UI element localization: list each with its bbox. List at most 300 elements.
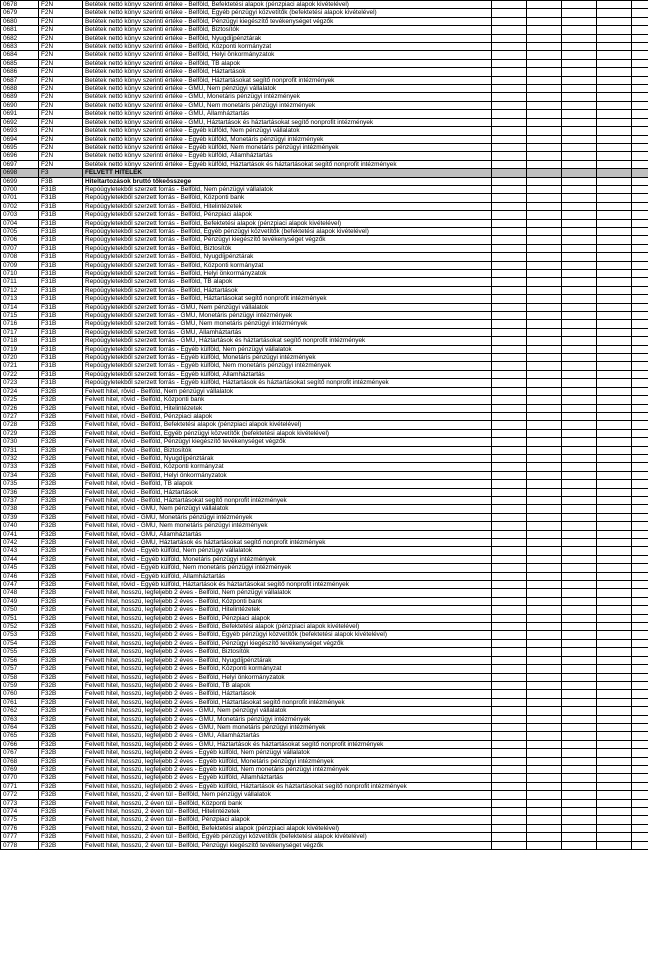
value-cell[interactable] <box>492 446 527 454</box>
value-cell[interactable] <box>492 286 527 294</box>
value-cell[interactable] <box>562 76 597 84</box>
value-cell[interactable] <box>562 749 597 757</box>
value-cell[interactable] <box>527 110 562 118</box>
value-cell[interactable] <box>492 429 527 437</box>
value-cell[interactable] <box>527 648 562 656</box>
value-cell[interactable] <box>597 547 632 555</box>
value-cell[interactable] <box>562 127 597 135</box>
value-cell[interactable] <box>597 698 632 706</box>
value-cell[interactable] <box>632 841 648 849</box>
value-cell[interactable] <box>562 345 597 353</box>
value-cell[interactable] <box>562 757 597 765</box>
value-cell[interactable] <box>562 496 597 504</box>
value-cell[interactable] <box>492 505 527 513</box>
value-cell[interactable] <box>562 244 597 252</box>
value-cell[interactable] <box>527 127 562 135</box>
value-cell[interactable] <box>562 581 597 589</box>
value-cell[interactable] <box>562 471 597 479</box>
value-cell[interactable] <box>527 404 562 412</box>
value-cell[interactable] <box>597 295 632 303</box>
value-cell[interactable] <box>527 370 562 378</box>
value-cell[interactable] <box>632 732 648 740</box>
value-cell[interactable] <box>632 774 648 782</box>
value-cell[interactable] <box>492 606 527 614</box>
value-cell[interactable] <box>562 295 597 303</box>
value-cell[interactable] <box>562 328 597 336</box>
value-cell[interactable] <box>597 68 632 76</box>
value-cell[interactable] <box>632 496 648 504</box>
value-cell[interactable] <box>492 227 527 235</box>
value-cell[interactable] <box>632 421 648 429</box>
value-cell[interactable] <box>632 488 648 496</box>
value-cell[interactable] <box>492 379 527 387</box>
value-cell[interactable] <box>632 261 648 269</box>
value-cell[interactable] <box>562 303 597 311</box>
value-cell[interactable] <box>527 732 562 740</box>
value-cell[interactable] <box>527 286 562 294</box>
value-cell[interactable] <box>527 480 562 488</box>
value-cell[interactable] <box>562 26 597 34</box>
value-cell[interactable] <box>492 85 527 93</box>
value-cell[interactable] <box>492 169 527 177</box>
value-cell[interactable] <box>492 673 527 681</box>
value-cell[interactable] <box>492 539 527 547</box>
value-cell[interactable] <box>492 639 527 647</box>
value-cell[interactable] <box>632 93 648 101</box>
value-cell[interactable] <box>527 446 562 454</box>
value-cell[interactable] <box>492 833 527 841</box>
value-cell[interactable] <box>492 454 527 462</box>
value-cell[interactable] <box>492 9 527 17</box>
value-cell[interactable] <box>492 261 527 269</box>
value-cell[interactable] <box>527 68 562 76</box>
value-cell[interactable] <box>632 345 648 353</box>
value-cell[interactable] <box>597 631 632 639</box>
value-cell[interactable] <box>527 185 562 193</box>
value-cell[interactable] <box>562 261 597 269</box>
value-cell[interactable] <box>562 236 597 244</box>
value-cell[interactable] <box>527 530 562 538</box>
value-cell[interactable] <box>597 278 632 286</box>
value-cell[interactable] <box>492 816 527 824</box>
value-cell[interactable] <box>562 446 597 454</box>
value-cell[interactable] <box>562 59 597 67</box>
value-cell[interactable] <box>527 219 562 227</box>
value-cell[interactable] <box>527 312 562 320</box>
value-cell[interactable] <box>597 539 632 547</box>
value-cell[interactable] <box>597 606 632 614</box>
value-cell[interactable] <box>597 833 632 841</box>
value-cell[interactable] <box>632 749 648 757</box>
value-cell[interactable] <box>632 177 648 185</box>
value-cell[interactable] <box>632 564 648 572</box>
value-cell[interactable] <box>492 496 527 504</box>
value-cell[interactable] <box>597 345 632 353</box>
value-cell[interactable] <box>527 841 562 849</box>
value-cell[interactable] <box>527 749 562 757</box>
value-cell[interactable] <box>632 522 648 530</box>
value-cell[interactable] <box>562 43 597 51</box>
value-cell[interactable] <box>597 505 632 513</box>
value-cell[interactable] <box>492 59 527 67</box>
value-cell[interactable] <box>597 51 632 59</box>
value-cell[interactable] <box>597 127 632 135</box>
value-cell[interactable] <box>492 765 527 773</box>
value-cell[interactable] <box>492 211 527 219</box>
value-cell[interactable] <box>492 522 527 530</box>
value-cell[interactable] <box>562 505 597 513</box>
value-cell[interactable] <box>492 438 527 446</box>
value-cell[interactable] <box>597 749 632 757</box>
value-cell[interactable] <box>562 673 597 681</box>
value-cell[interactable] <box>632 765 648 773</box>
value-cell[interactable] <box>632 354 648 362</box>
value-cell[interactable] <box>597 522 632 530</box>
value-cell[interactable] <box>597 135 632 143</box>
value-cell[interactable] <box>492 513 527 521</box>
value-cell[interactable] <box>632 690 648 698</box>
value-cell[interactable] <box>597 34 632 42</box>
value-cell[interactable] <box>632 757 648 765</box>
value-cell[interactable] <box>632 396 648 404</box>
value-cell[interactable] <box>527 9 562 17</box>
value-cell[interactable] <box>597 17 632 25</box>
value-cell[interactable] <box>492 43 527 51</box>
value-cell[interactable] <box>632 127 648 135</box>
value-cell[interactable] <box>597 421 632 429</box>
value-cell[interactable] <box>562 270 597 278</box>
value-cell[interactable] <box>527 463 562 471</box>
value-cell[interactable] <box>527 581 562 589</box>
value-cell[interactable] <box>597 59 632 67</box>
value-cell[interactable] <box>597 93 632 101</box>
value-cell[interactable] <box>492 143 527 151</box>
value-cell[interactable] <box>527 253 562 261</box>
value-cell[interactable] <box>597 488 632 496</box>
value-cell[interactable] <box>632 480 648 488</box>
value-cell[interactable] <box>492 202 527 210</box>
value-cell[interactable] <box>527 270 562 278</box>
value-cell[interactable] <box>632 85 648 93</box>
value-cell[interactable] <box>527 261 562 269</box>
value-cell[interactable] <box>527 396 562 404</box>
value-cell[interactable] <box>632 59 648 67</box>
value-cell[interactable] <box>597 244 632 252</box>
value-cell[interactable] <box>492 219 527 227</box>
value-cell[interactable] <box>492 244 527 252</box>
value-cell[interactable] <box>632 101 648 109</box>
value-cell[interactable] <box>632 429 648 437</box>
value-cell[interactable] <box>492 774 527 782</box>
value-cell[interactable] <box>632 707 648 715</box>
value-cell[interactable] <box>632 833 648 841</box>
value-cell[interactable] <box>527 295 562 303</box>
value-cell[interactable] <box>597 454 632 462</box>
value-cell[interactable] <box>632 639 648 647</box>
value-cell[interactable] <box>527 824 562 832</box>
value-cell[interactable] <box>492 757 527 765</box>
value-cell[interactable] <box>597 312 632 320</box>
value-cell[interactable] <box>632 244 648 252</box>
value-cell[interactable] <box>527 194 562 202</box>
value-cell[interactable] <box>527 774 562 782</box>
value-cell[interactable] <box>597 740 632 748</box>
value-cell[interactable] <box>492 412 527 420</box>
value-cell[interactable] <box>527 429 562 437</box>
value-cell[interactable] <box>527 59 562 67</box>
value-cell[interactable] <box>632 110 648 118</box>
value-cell[interactable] <box>632 715 648 723</box>
value-cell[interactable] <box>562 135 597 143</box>
value-cell[interactable] <box>492 278 527 286</box>
value-cell[interactable] <box>527 740 562 748</box>
value-cell[interactable] <box>562 51 597 59</box>
value-cell[interactable] <box>527 244 562 252</box>
value-cell[interactable] <box>562 656 597 664</box>
value-cell[interactable] <box>597 261 632 269</box>
value-cell[interactable] <box>562 253 597 261</box>
value-cell[interactable] <box>527 118 562 126</box>
value-cell[interactable] <box>632 471 648 479</box>
value-cell[interactable] <box>527 723 562 731</box>
value-cell[interactable] <box>562 639 597 647</box>
value-cell[interactable] <box>527 757 562 765</box>
value-cell[interactable] <box>632 530 648 538</box>
value-cell[interactable] <box>527 606 562 614</box>
value-cell[interactable] <box>562 93 597 101</box>
value-cell[interactable] <box>632 270 648 278</box>
value-cell[interactable] <box>562 824 597 832</box>
value-cell[interactable] <box>492 345 527 353</box>
value-cell[interactable] <box>632 505 648 513</box>
value-cell[interactable] <box>562 799 597 807</box>
value-cell[interactable] <box>492 101 527 109</box>
value-cell[interactable] <box>562 202 597 210</box>
value-cell[interactable] <box>492 354 527 362</box>
value-cell[interactable] <box>562 211 597 219</box>
value-cell[interactable] <box>597 799 632 807</box>
value-cell[interactable] <box>527 496 562 504</box>
value-cell[interactable] <box>597 396 632 404</box>
value-cell[interactable] <box>562 320 597 328</box>
value-cell[interactable] <box>492 471 527 479</box>
value-cell[interactable] <box>527 85 562 93</box>
value-cell[interactable] <box>632 799 648 807</box>
value-cell[interactable] <box>597 715 632 723</box>
value-cell[interactable] <box>597 438 632 446</box>
value-cell[interactable] <box>632 412 648 420</box>
value-cell[interactable] <box>492 396 527 404</box>
value-cell[interactable] <box>562 85 597 93</box>
value-cell[interactable] <box>562 68 597 76</box>
value-cell[interactable] <box>527 639 562 647</box>
value-cell[interactable] <box>562 227 597 235</box>
value-cell[interactable] <box>562 438 597 446</box>
value-cell[interactable] <box>632 328 648 336</box>
value-cell[interactable] <box>597 765 632 773</box>
value-cell[interactable] <box>632 43 648 51</box>
value-cell[interactable] <box>597 101 632 109</box>
value-cell[interactable] <box>597 219 632 227</box>
value-cell[interactable] <box>492 547 527 555</box>
value-cell[interactable] <box>492 690 527 698</box>
value-cell[interactable] <box>492 26 527 34</box>
value-cell[interactable] <box>527 564 562 572</box>
value-cell[interactable] <box>597 270 632 278</box>
value-cell[interactable] <box>632 135 648 143</box>
value-cell[interactable] <box>597 690 632 698</box>
value-cell[interactable] <box>632 723 648 731</box>
value-cell[interactable] <box>597 665 632 673</box>
value-cell[interactable] <box>527 143 562 151</box>
value-cell[interactable] <box>597 707 632 715</box>
value-cell[interactable] <box>527 539 562 547</box>
value-cell[interactable] <box>527 623 562 631</box>
value-cell[interactable] <box>527 412 562 420</box>
value-cell[interactable] <box>492 152 527 160</box>
value-cell[interactable] <box>597 791 632 799</box>
value-cell[interactable] <box>632 656 648 664</box>
value-cell[interactable] <box>632 76 648 84</box>
value-cell[interactable] <box>527 572 562 580</box>
value-cell[interactable] <box>527 169 562 177</box>
value-cell[interactable] <box>527 471 562 479</box>
value-cell[interactable] <box>527 379 562 387</box>
value-cell[interactable] <box>632 581 648 589</box>
value-cell[interactable] <box>492 480 527 488</box>
value-cell[interactable] <box>597 581 632 589</box>
value-cell[interactable] <box>597 841 632 849</box>
value-cell[interactable] <box>562 194 597 202</box>
value-cell[interactable] <box>597 530 632 538</box>
value-cell[interactable] <box>632 9 648 17</box>
value-cell[interactable] <box>632 118 648 126</box>
value-cell[interactable] <box>597 681 632 689</box>
value-cell[interactable] <box>527 320 562 328</box>
value-cell[interactable] <box>492 127 527 135</box>
value-cell[interactable] <box>492 362 527 370</box>
value-cell[interactable] <box>527 614 562 622</box>
value-cell[interactable] <box>597 648 632 656</box>
value-cell[interactable] <box>562 589 597 597</box>
value-cell[interactable] <box>492 791 527 799</box>
value-cell[interactable] <box>492 732 527 740</box>
value-cell[interactable] <box>632 202 648 210</box>
value-cell[interactable] <box>562 152 597 160</box>
value-cell[interactable] <box>492 295 527 303</box>
value-cell[interactable] <box>632 312 648 320</box>
value-cell[interactable] <box>562 522 597 530</box>
value-cell[interactable] <box>632 808 648 816</box>
value-cell[interactable] <box>527 631 562 639</box>
value-cell[interactable] <box>562 143 597 151</box>
value-cell[interactable] <box>562 547 597 555</box>
value-cell[interactable] <box>492 312 527 320</box>
value-cell[interactable] <box>492 715 527 723</box>
value-cell[interactable] <box>527 555 562 563</box>
value-cell[interactable] <box>527 816 562 824</box>
value-cell[interactable] <box>527 337 562 345</box>
value-cell[interactable] <box>597 362 632 370</box>
value-cell[interactable] <box>632 673 648 681</box>
value-cell[interactable] <box>562 555 597 563</box>
value-cell[interactable] <box>597 673 632 681</box>
value-cell[interactable] <box>632 253 648 261</box>
value-cell[interactable] <box>597 85 632 93</box>
value-cell[interactable] <box>527 303 562 311</box>
value-cell[interactable] <box>632 547 648 555</box>
value-cell[interactable] <box>632 404 648 412</box>
value-cell[interactable] <box>632 379 648 387</box>
value-cell[interactable] <box>562 488 597 496</box>
value-cell[interactable] <box>492 799 527 807</box>
value-cell[interactable] <box>632 152 648 160</box>
value-cell[interactable] <box>492 614 527 622</box>
value-cell[interactable] <box>492 681 527 689</box>
value-cell[interactable] <box>562 665 597 673</box>
value-cell[interactable] <box>632 681 648 689</box>
value-cell[interactable] <box>527 656 562 664</box>
value-cell[interactable] <box>492 581 527 589</box>
value-cell[interactable] <box>597 43 632 51</box>
value-cell[interactable] <box>527 101 562 109</box>
value-cell[interactable] <box>632 286 648 294</box>
value-cell[interactable] <box>597 623 632 631</box>
value-cell[interactable] <box>562 177 597 185</box>
value-cell[interactable] <box>632 597 648 605</box>
value-cell[interactable] <box>492 623 527 631</box>
value-cell[interactable] <box>527 51 562 59</box>
value-cell[interactable] <box>597 572 632 580</box>
value-cell[interactable] <box>632 320 648 328</box>
value-cell[interactable] <box>562 791 597 799</box>
value-cell[interactable] <box>632 34 648 42</box>
value-cell[interactable] <box>562 539 597 547</box>
value-cell[interactable] <box>597 143 632 151</box>
value-cell[interactable] <box>597 597 632 605</box>
value-cell[interactable] <box>597 76 632 84</box>
value-cell[interactable] <box>527 362 562 370</box>
value-cell[interactable] <box>492 808 527 816</box>
value-cell[interactable] <box>527 488 562 496</box>
value-cell[interactable] <box>562 337 597 345</box>
value-cell[interactable] <box>632 219 648 227</box>
value-cell[interactable] <box>527 681 562 689</box>
value-cell[interactable] <box>597 480 632 488</box>
value-cell[interactable] <box>492 648 527 656</box>
value-cell[interactable] <box>597 614 632 622</box>
value-cell[interactable] <box>562 707 597 715</box>
value-cell[interactable] <box>632 51 648 59</box>
value-cell[interactable] <box>562 454 597 462</box>
value-cell[interactable] <box>562 614 597 622</box>
value-cell[interactable] <box>597 732 632 740</box>
value-cell[interactable] <box>562 564 597 572</box>
value-cell[interactable] <box>527 93 562 101</box>
value-cell[interactable] <box>632 513 648 521</box>
value-cell[interactable] <box>527 76 562 84</box>
value-cell[interactable] <box>527 26 562 34</box>
value-cell[interactable] <box>597 303 632 311</box>
value-cell[interactable] <box>597 202 632 210</box>
value-cell[interactable] <box>492 597 527 605</box>
value-cell[interactable] <box>562 118 597 126</box>
value-cell[interactable] <box>492 387 527 395</box>
value-cell[interactable] <box>632 185 648 193</box>
value-cell[interactable] <box>597 816 632 824</box>
value-cell[interactable] <box>527 227 562 235</box>
value-cell[interactable] <box>632 539 648 547</box>
